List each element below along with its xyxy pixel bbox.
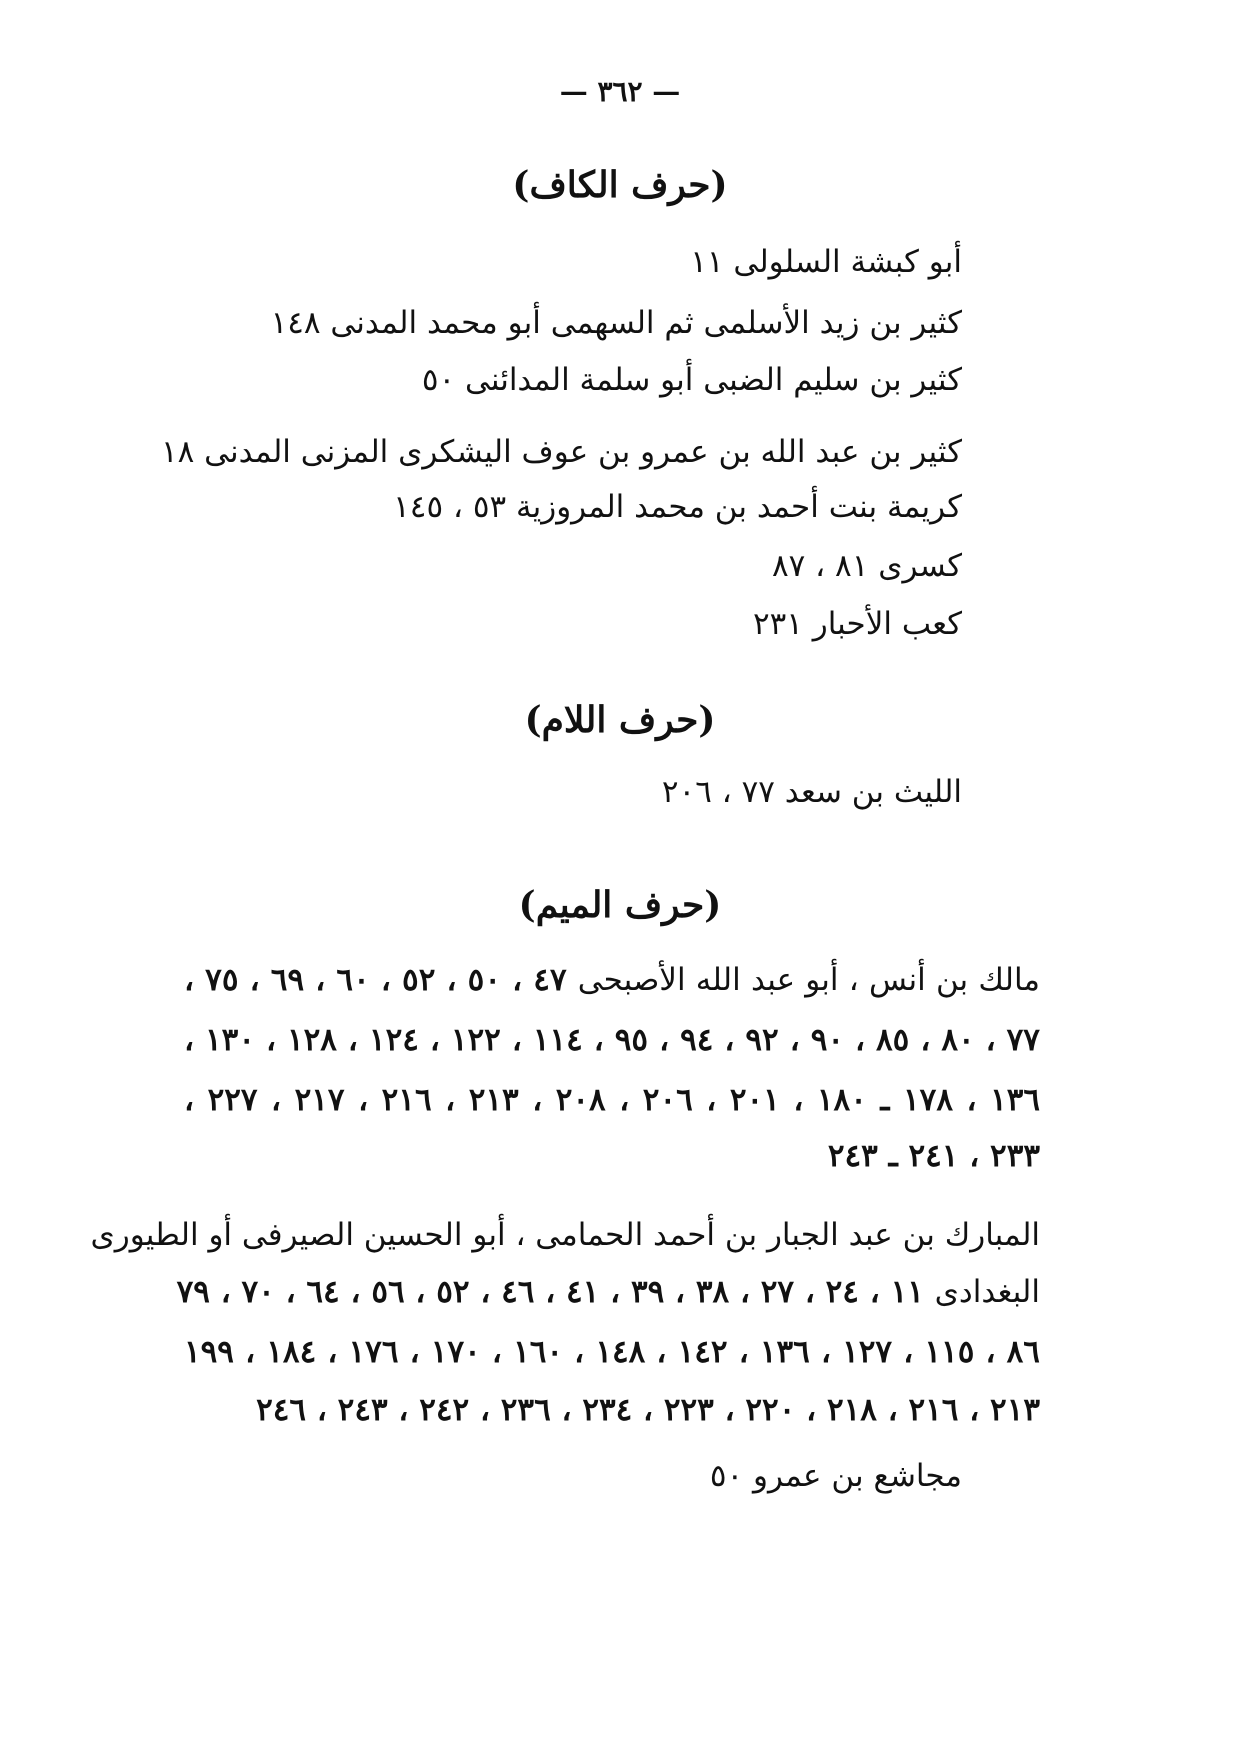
entry-continuation: ٧٧ ، ٨٠ ، ٨٥ ، ٩٠ ، ٩٢ ، ٩٤ ، ٩٥ ، ١١٤ ، ١٢٢ ، ١٢٤ ، ١٢٨ ، ١٣٠ ،: [184, 1022, 1040, 1058]
entry-name: المبارك بن عبد الجبار بن أحمد الحمامى ، أبو الحسين الصيرفى أو الطيورى: [90, 1217, 1040, 1253]
index-entry: كسرى ٨١ ، ٨٧: [772, 548, 962, 584]
entry-pages: ٤٧ ، ٥٠ ، ٥٢ ، ٦٠ ، ٦٩ ، ٧٥ ،: [184, 962, 567, 998]
entry-continuation: ٢١٣ ، ٢١٦ ، ٢١٨ ، ٢٢٠ ، ٢٢٣ ، ٢٣٤ ، ٢٣٦ ، ٢٤٢ ، ٢٤٣ ، ٢٤٦: [256, 1392, 1040, 1428]
index-entry: كعب الأحبار ٢٣١: [752, 606, 962, 642]
section-heading-mim: (حرف الميم): [518, 884, 722, 926]
page-number: — ٣٦٢ —: [559, 75, 681, 108]
index-entry: كثير بن عبد الله بن عمرو بن عوف اليشكرى المزنى المدنى ١٨: [161, 434, 962, 470]
section-heading-lam: (حرف اللام): [524, 699, 716, 741]
index-entry: مجاشع بن عمرو ٥٠: [709, 1458, 962, 1494]
section-heading-kaf: (حرف الكاف): [512, 164, 728, 206]
index-entry: أبو كبشة السلولى ١١: [690, 244, 962, 280]
entry-continuation: ٨٦ ، ١١٥ ، ١٢٧ ، ١٣٦ ، ١٤٢ ، ١٤٨ ، ١٦٠ ، ١٧٠ ، ١٧٦ ، ١٨٤ ، ١٩٩: [184, 1334, 1040, 1370]
index-entry: كثير بن زيد الأسلمى ثم السهمى أبو محمد المدنى ١٤٨: [270, 305, 962, 341]
entry-continuation: ٢٣٣ ، ٢٤١ ـ ٢٤٣: [827, 1138, 1040, 1174]
entry-pages: ١١ ، ٢٤ ، ٢٧ ، ٣٨ ، ٣٩ ، ٤١ ، ٤٦ ، ٥٢ ، ٥٦ ، ٦٤ ، ٧٠ ، ٧٩: [176, 1274, 924, 1310]
index-entry-mubarak: [90, 1215, 1040, 1255]
index-entry: الليث بن سعد ٧٧ ، ٢٠٦: [661, 774, 962, 810]
index-entry-malik: [184, 960, 1040, 1000]
entry-continuation: [176, 1272, 1040, 1312]
entry-continuation: ١٣٦ ، ١٧٨ ـ ١٨٠ ، ٢٠١ ، ٢٠٦ ، ٢٠٨ ، ٢١٣ ، ٢١٦ ، ٢١٧ ، ٢٢٧ ،: [184, 1082, 1041, 1118]
entry-name: مالك بن أنس ، أبو عبد الله الأصبحى: [577, 962, 1041, 998]
entry-name: البغدادى: [934, 1274, 1040, 1310]
index-entry: كريمة بنت أحمد بن محمد المروزية ٥٣ ، ١٤٥: [393, 489, 962, 525]
index-entry: كثير بن سليم الضبى أبو سلمة المدائنى ٥٠: [421, 362, 962, 398]
